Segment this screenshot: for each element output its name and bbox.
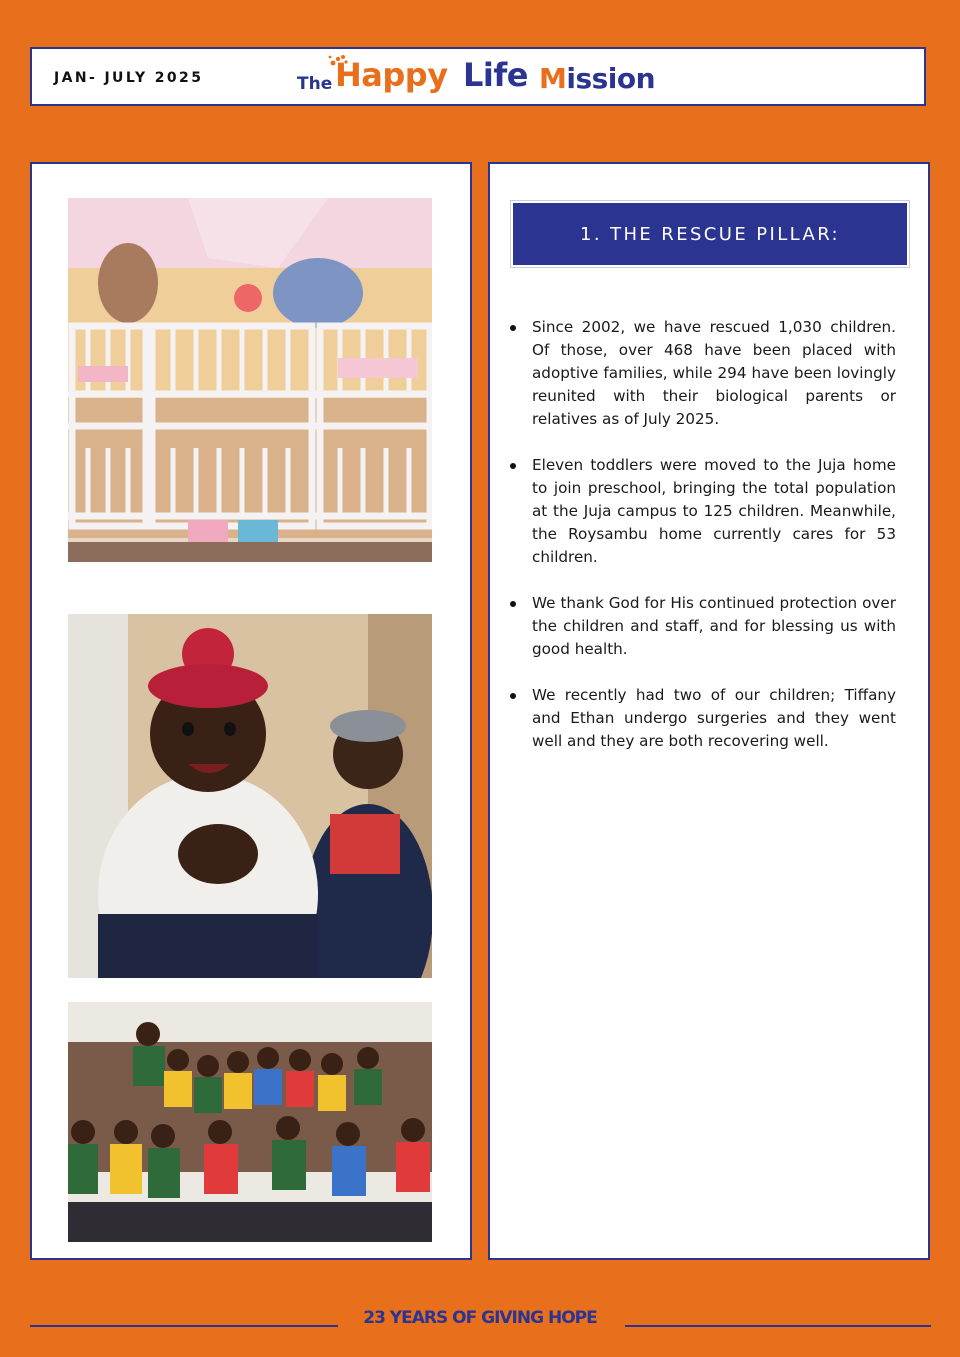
- bullet-text: Eleven toddlers were moved to the Juja home to join preschool, bringing the total population at the Juja campus to 125 children. Meanwhile, the Roysambu home currently cares for 53 children.: [532, 456, 896, 566]
- bullet-dot-icon: [510, 325, 516, 331]
- bullet-dot-icon: [510, 693, 516, 699]
- bullet-text: Since 2002, we have rescued 1,030 children. Of those, over 468 have been placed with adoptive families, while 294 have been lovingly reunited with their biological parents or relatives as of July 2025.: [532, 318, 896, 428]
- logo-word-life: Life: [463, 56, 528, 94]
- bullet-item: [510, 316, 896, 431]
- footer-tagline: 23 YEARS OF GIVING HOPE: [363, 1308, 597, 1328]
- rescue-bullet-list: [510, 316, 896, 776]
- bullet-text: We thank God for His continued protection over the children and staff, and for blessing us with good health.: [532, 594, 896, 658]
- bullet-item: [510, 592, 896, 661]
- logo-word-happy: Happy: [335, 56, 448, 94]
- photo-panel: [30, 162, 472, 1260]
- bullet-dot-icon: [510, 463, 516, 469]
- bullet-item: [510, 684, 896, 753]
- issue-date: JAN- JULY 2025: [54, 70, 204, 86]
- group-of-children-photo: [68, 1002, 432, 1242]
- logo-word-the: The: [297, 74, 333, 94]
- footer-divider-left: [30, 1325, 338, 1327]
- footer-divider-right: [625, 1325, 931, 1327]
- smiling-toddlers-photo: [68, 614, 432, 978]
- section-heading: 1. THE RESCUE PILLAR:: [513, 203, 907, 265]
- header-bar: [30, 47, 926, 106]
- happy-life-mission-logo: [297, 52, 657, 104]
- rescue-pillar-panel: [488, 162, 930, 1260]
- bullet-item: [510, 454, 896, 569]
- bullet-text: We recently had two of our children; Tiffany and Ethan undergo surgeries and they went well and they are both recovering well.: [532, 686, 896, 750]
- nursery-cribs-photo: [68, 198, 432, 562]
- logo-letter-m: M: [539, 62, 567, 95]
- logo-mission-rest: ission: [566, 62, 656, 95]
- logo-word-mission: [539, 62, 655, 95]
- section-heading-box: [510, 200, 910, 268]
- bullet-dot-icon: [510, 601, 516, 607]
